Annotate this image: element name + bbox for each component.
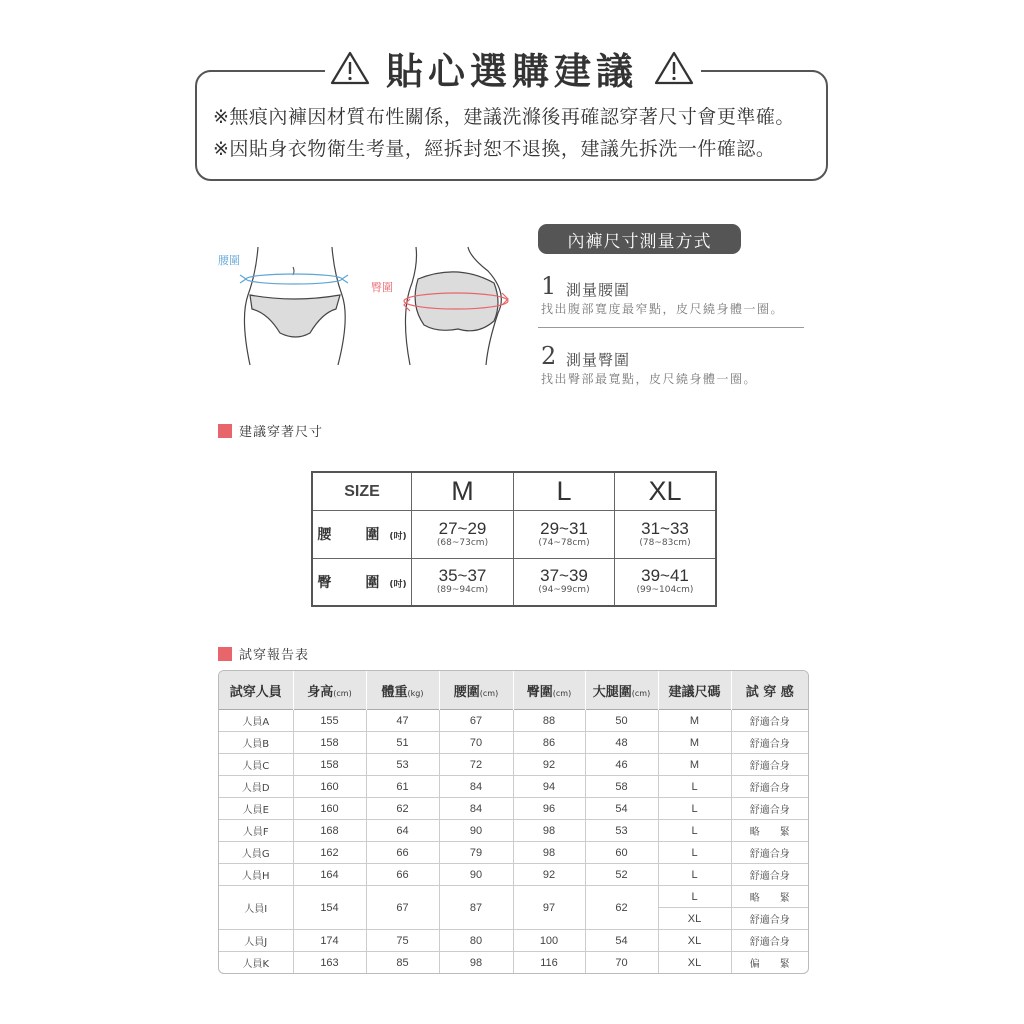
trial-cell-h: 155: [293, 710, 366, 732]
trial-header-cell: 試穿人員: [219, 671, 293, 710]
trial-cell-hip: 96: [513, 798, 585, 820]
table-row: [219, 776, 808, 798]
step-2-number: 2: [541, 342, 557, 370]
trial-cell-hip: 94: [513, 776, 585, 798]
trial-cell-thigh: 54: [585, 798, 658, 820]
notice-title-lines: [195, 66, 828, 76]
trial-cell-size: L: [658, 842, 731, 864]
measure-method-pill: 內褲尺寸測量方式: [538, 224, 741, 254]
trial-cell-feel: 舒適合身: [731, 776, 808, 798]
trial-cell-thigh: 48: [585, 732, 658, 754]
table-row: [219, 930, 808, 952]
trial-cell-size: M: [658, 732, 731, 754]
trial-cell-waist: 84: [439, 776, 513, 798]
trial-header-cell: 體重(kg): [366, 671, 439, 710]
trial-cell-hip: 116: [513, 952, 585, 974]
trial-cell-size: L: [658, 776, 731, 798]
trial-cell-hip: 86: [513, 732, 585, 754]
step-1-title: 測量腰圍: [566, 281, 631, 299]
trial-header-cell: 臀圍(cm): [513, 671, 585, 710]
waist-figure-label: 腰圍: [218, 254, 240, 267]
trial-cell-h: 154: [293, 886, 366, 930]
size-row-hip: [312, 558, 716, 606]
trial-cell-size: L: [658, 886, 731, 908]
trial-cell-w: 62: [366, 798, 439, 820]
trial-cell-h: 158: [293, 732, 366, 754]
trial-cell-waist: 98: [439, 952, 513, 974]
trial-cell-w: 66: [366, 864, 439, 886]
trial-cell-hip: 88: [513, 710, 585, 732]
size-value-cell: 29~31 (74~78cm): [514, 510, 615, 558]
size-section-header: [218, 421, 323, 440]
trial-cell-name: 人員B: [219, 732, 293, 754]
trial-cell-feel: 略 緊: [731, 820, 808, 842]
trial-cell-w: 53: [366, 754, 439, 776]
trial-section-title: 試穿報告表: [239, 648, 310, 663]
trial-header-cell: 腰圍(cm): [439, 671, 513, 710]
trial-cell-w: 67: [366, 886, 439, 930]
trial-cell-size: M: [658, 754, 731, 776]
table-row: [219, 732, 808, 754]
table-row: [219, 754, 808, 776]
trial-header-cell: 試 穿 感: [731, 671, 808, 710]
trial-cell-waist: 90: [439, 864, 513, 886]
trial-header-row: [219, 671, 808, 710]
trial-cell-waist: 79: [439, 842, 513, 864]
trial-cell-size: M: [658, 710, 731, 732]
trial-cell-feel: 舒適合身: [731, 908, 808, 930]
step-1-number: 1: [541, 272, 557, 300]
size-value-cell: 27~29 (68~73cm): [412, 510, 514, 558]
trial-cell-name: 人員G: [219, 842, 293, 864]
trial-cell-feel: 舒適合身: [731, 754, 808, 776]
trial-cell-name: 人員C: [219, 754, 293, 776]
trial-cell-hip: 92: [513, 864, 585, 886]
step-divider: [538, 327, 804, 328]
trial-cell-waist: 90: [439, 820, 513, 842]
trial-cell-thigh: 70: [585, 952, 658, 974]
size-value-cell: 39~41 (99~104cm): [615, 558, 717, 606]
trial-cell-thigh: 53: [585, 820, 658, 842]
size-table: [311, 471, 717, 607]
table-row: [219, 798, 808, 820]
size-value-cell: 37~39 (94~99cm): [514, 558, 615, 606]
trial-cell-w: 47: [366, 710, 439, 732]
trial-cell-hip: 98: [513, 842, 585, 864]
notice-title: 貼心選購建議: [386, 50, 638, 93]
trial-cell-h: 160: [293, 776, 366, 798]
table-row: [219, 952, 808, 974]
hip-figure-label: 臀圍: [371, 281, 393, 294]
trial-cell-h: 158: [293, 754, 366, 776]
trial-header-cell: 身高(cm): [293, 671, 366, 710]
trial-cell-name: 人員E: [219, 798, 293, 820]
trial-cell-size: L: [658, 820, 731, 842]
trial-cell-feel: 舒適合身: [731, 930, 808, 952]
size-xl-cell: XL: [615, 472, 717, 510]
trial-cell-feel: 舒適合身: [731, 710, 808, 732]
trial-cell-size: L: [658, 864, 731, 886]
size-header-cell: SIZE: [312, 472, 412, 510]
trial-cell-w: 66: [366, 842, 439, 864]
trial-body: [219, 710, 808, 974]
trial-cell-w: 64: [366, 820, 439, 842]
trial-section-header: [218, 644, 309, 663]
trial-cell-feel: 舒適合身: [731, 864, 808, 886]
trial-cell-size: XL: [658, 908, 731, 930]
trial-cell-feel: 舒適合身: [731, 798, 808, 820]
trial-cell-thigh: 46: [585, 754, 658, 776]
trial-cell-name: 人員D: [219, 776, 293, 798]
step-2-title: 測量臀圍: [566, 351, 631, 369]
table-row: [219, 710, 808, 732]
trial-cell-thigh: 50: [585, 710, 658, 732]
table-row: [219, 864, 808, 886]
size-value-cell: 31~33 (78~83cm): [615, 510, 717, 558]
trial-cell-waist: 84: [439, 798, 513, 820]
trial-cell-hip: 98: [513, 820, 585, 842]
trial-cell-h: 163: [293, 952, 366, 974]
section-marker-icon: [218, 647, 232, 661]
trial-cell-name: 人員F: [219, 820, 293, 842]
trial-cell-name: 人員A: [219, 710, 293, 732]
trial-cell-feel: 舒適合身: [731, 842, 808, 864]
trial-cell-w: 61: [366, 776, 439, 798]
size-m-cell: M: [412, 472, 514, 510]
size-row-label: 腰 圍(吋): [312, 510, 412, 558]
size-row-label: 臀 圍(吋): [312, 558, 412, 606]
trial-cell-feel: 舒適合身: [731, 732, 808, 754]
notice-line-2: ※因貼身衣物衛生考量，經拆封恕不退換，建議先拆洗一件確認。: [213, 138, 776, 160]
trial-cell-hip: 100: [513, 930, 585, 952]
step-1-desc: 找出腹部寬度最窄點，皮尺繞身體一圈。: [541, 302, 785, 316]
trial-cell-size: L: [658, 798, 731, 820]
trial-cell-name: 人員J: [219, 930, 293, 952]
trial-cell-waist: 67: [439, 710, 513, 732]
trial-cell-w: 51: [366, 732, 439, 754]
table-row: [219, 820, 808, 842]
table-row: [219, 842, 808, 864]
trial-cell-w: 75: [366, 930, 439, 952]
trial-cell-name: 人員I: [219, 886, 293, 930]
trial-cell-thigh: 60: [585, 842, 658, 864]
trial-cell-feel: 略 緊: [731, 886, 808, 908]
trial-cell-size: XL: [658, 930, 731, 952]
trial-cell-feel: 偏 緊: [731, 952, 808, 974]
trial-header-cell: 大腿圍(cm): [585, 671, 658, 710]
trial-cell-thigh: 52: [585, 864, 658, 886]
trial-cell-thigh: 58: [585, 776, 658, 798]
trial-cell-name: 人員H: [219, 864, 293, 886]
hip-measure-illustration: [398, 243, 518, 368]
trial-cell-waist: 80: [439, 930, 513, 952]
size-value-cell: 35~37 (89~94cm): [412, 558, 514, 606]
trial-cell-size: XL: [658, 952, 731, 974]
trial-cell-hip: 97: [513, 886, 585, 930]
trial-cell-waist: 70: [439, 732, 513, 754]
trial-cell-h: 160: [293, 798, 366, 820]
trial-cell-thigh: 54: [585, 930, 658, 952]
notice-line-1: ※無痕內褲因材質布性關係，建議洗滌後再確認穿著尺寸會更準確。: [213, 106, 795, 128]
trial-report-table: [218, 670, 809, 974]
size-section-title: 建議穿著尺寸: [239, 425, 324, 440]
size-row-waist: [312, 510, 716, 558]
trial-cell-thigh: 62: [585, 886, 658, 930]
trial-cell-h: 174: [293, 930, 366, 952]
trial-cell-h: 162: [293, 842, 366, 864]
trial-cell-w: 85: [366, 952, 439, 974]
trial-header-cell: 建議尺碼: [658, 671, 731, 710]
table-row: [219, 886, 808, 908]
waist-measure-illustration: [230, 243, 360, 368]
section-marker-icon: [218, 424, 232, 438]
trial-cell-name: 人員K: [219, 952, 293, 974]
step-2-desc: 找出臀部最寬點，皮尺繞身體一圈。: [541, 372, 758, 386]
trial-cell-h: 164: [293, 864, 366, 886]
trial-cell-hip: 92: [513, 754, 585, 776]
trial-cell-waist: 72: [439, 754, 513, 776]
size-l-cell: L: [514, 472, 615, 510]
trial-cell-h: 168: [293, 820, 366, 842]
trial-cell-waist: 87: [439, 886, 513, 930]
